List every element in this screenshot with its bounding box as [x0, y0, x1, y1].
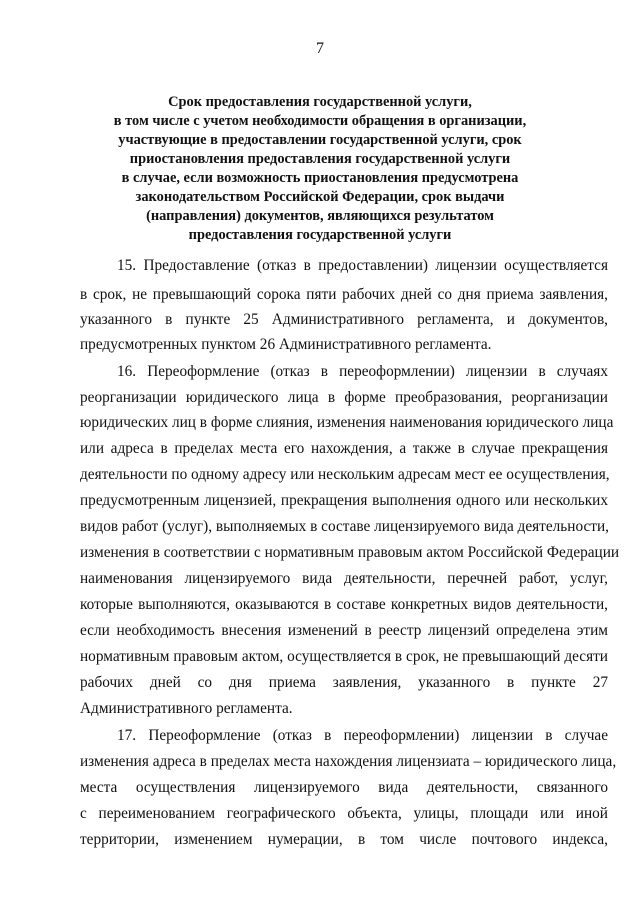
text-line: юридических лиц в форме слияния, изменения наименования юридического лица [80, 414, 614, 431]
text-line: предусмотренных пунктом 26 Административного регламента. [80, 336, 492, 353]
text-line: видов работ (услуг), выполняемых в составе лицензируемого вида деятельности, [80, 518, 609, 535]
text-line: изменения адреса в пределах места нахождения лицензиата – юридического лица, [80, 753, 617, 770]
text-line: предусмотренным лицензией, прекращения выполнения одного или нескольких [80, 492, 608, 509]
text-line: места осуществления лицензируемого вида деятельности, связанного [80, 779, 608, 796]
text-line: наименования лицензируемого вида деятельности, перечней работ, услуг, [80, 570, 608, 587]
text-line: реорганизации юридического лица в форме преобразования, реорганизации [80, 389, 608, 406]
text-line: которые выполняются, оказываются в составе конкретных видов деятельности, [80, 596, 608, 613]
page-number: 7 [316, 40, 324, 57]
heading-line: Срок предоставления государственной услуги, [168, 94, 472, 110]
text-line: если необходимость внесения изменений в реестр лицензий определена этим [80, 622, 608, 639]
heading-line: законодательством Российской Федерации, срок выдачи [135, 189, 505, 205]
text-line: с переименованием географического объекта, улицы, площади или иной [80, 805, 608, 822]
text-line: рабочих дней со дня приема заявления, указанного в пункте 27 [80, 674, 608, 691]
text-line: 17. Переоформление (отказ в переоформлении) лицензии в случае [117, 727, 608, 744]
text-line: 15. Предоставление (отказ в предоставлении) лицензии осуществляется [117, 257, 608, 274]
heading-line: в случае, если возможность приостановления предусмотрена [121, 170, 519, 186]
text-line: указанного в пункте 25 Административного регламента, и документов, [80, 311, 608, 328]
text-line: в срок, не превышающий сорока пяти рабочих дней со дня приема заявления, [80, 286, 608, 303]
heading-line: приостановления предоставления государственной услуги [129, 151, 511, 167]
text-line: нормативным правовым актом, осуществляется в срок, не превышающий десяти [80, 648, 608, 665]
text-line: территории, изменением нумерации, в том числе почтового индекса, [80, 831, 608, 848]
section-heading [70, 93, 570, 245]
text-line: 16. Переоформление (отказ в переоформлении) лицензии в случаях [117, 363, 608, 380]
heading-line: (направления) документов, являющихся результатом [146, 208, 494, 224]
heading-line: участвующие в предоставлении государственной услуги, срок [118, 132, 522, 148]
text-line: Административного регламента. [80, 700, 293, 717]
heading-line: предоставления государственной услуги [188, 227, 452, 243]
text-line: изменения в соответствии с нормативным правовым актом Российской Федерации [80, 544, 620, 561]
heading-line: в том числе с учетом необходимости обращения в организации, [113, 113, 527, 129]
text-line: деятельности по одному адресу или нескольким адресам мест ее осуществления, [80, 466, 610, 483]
text-line: или адреса в пределах места его нахождения, а также в случае прекращения [80, 440, 608, 457]
